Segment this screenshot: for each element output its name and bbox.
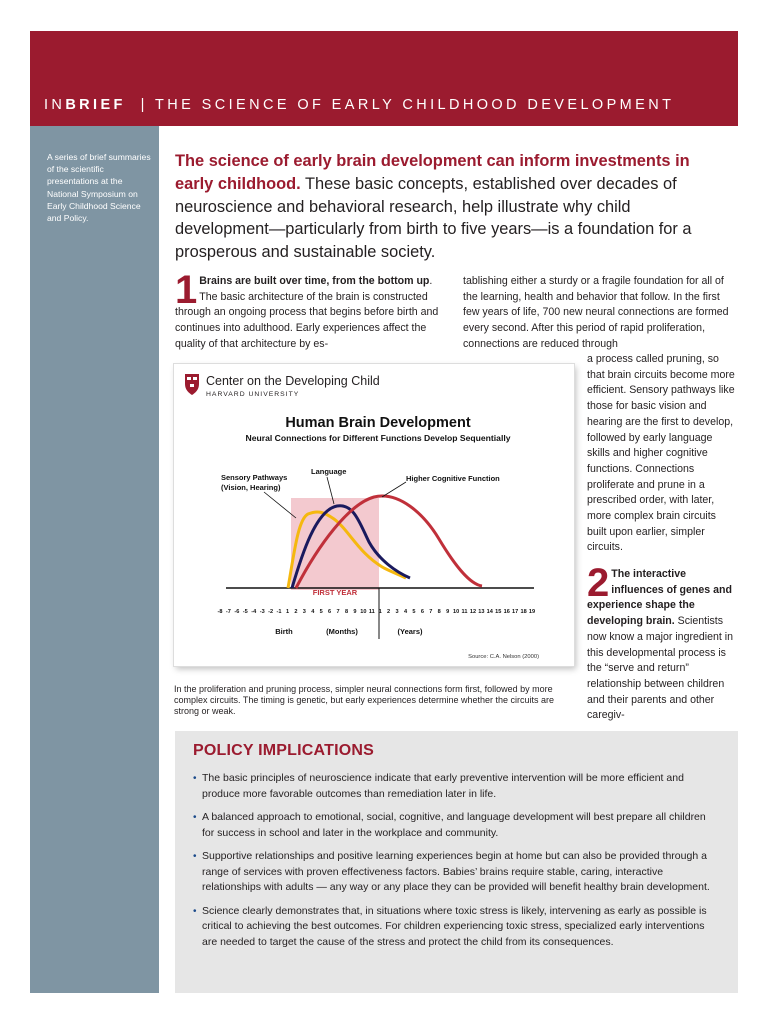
policy-item-text: A balanced approach to emotional, social, cognitive, and language development will best prepare all children for success in school and later in the workplace and community.: [202, 811, 706, 839]
x-tick-label: 5: [319, 609, 323, 615]
series-title: | THE SCIENCE OF EARLY CHILDHOOD DEVELOPMENT: [140, 97, 675, 113]
brand-brief: BRIEF: [65, 97, 126, 113]
header-title: [44, 97, 674, 113]
chart-subtitle: Neural Connections for Different Functions Develop Sequentially: [245, 433, 511, 443]
section-1-continued-narrow: a process called pruning, so that brain circuits become more efficient. Sensory pathways like those for basic vision and hearing are the first to develop, followed by early language skills and higher cognitive functions. Connections proliferate and prune in a prescribed order, with later, more complex brain circuits built upon earlier, simpler circuits.: [587, 353, 735, 554]
university-name: HARVARD UNIVERSITY: [206, 391, 300, 398]
section-1-continued: tablishing either a sturdy or a fragile foundation for all of the learning, health and behavior that follow. In the first few years of life, 700 new neural connections are formed every second. After this period of rapid proliferation, connections are reduced through: [463, 275, 729, 350]
first-year-label: FIRST YEAR: [312, 588, 358, 597]
x-tick-label: 16: [503, 609, 510, 615]
label-sensory-1: Sensory Pathways: [221, 473, 288, 482]
x-tick-label: -7: [225, 609, 231, 615]
x-tick-label: 14: [486, 609, 493, 615]
policy-item: [193, 849, 713, 896]
policy-item-text: Supportive relationships and positive learning experiences begin at home but can also be provided through a range of services with proven effectiveness factors. Babies’ brains require stable, caring, interactive relationships with adults — any way or any place they can be provided will benefit healthy brain development.: [202, 850, 710, 893]
x-tick-label: 9: [353, 609, 357, 615]
x-tick-label: 11: [461, 609, 468, 615]
x-tick-label: 1: [285, 609, 290, 615]
sidebar-description: A series of brief summaries of the scientific presentations at the National Symposium on Early Childhood Science and Policy.: [47, 152, 151, 224]
x-tick-label: 19: [528, 609, 536, 615]
pointer-higher-cognitive: [382, 482, 406, 497]
x-tick-label: 8: [344, 609, 349, 615]
x-tick-label: 3: [395, 609, 399, 615]
x-tick-label: 4: [311, 609, 315, 615]
harvard-shield-icon: [185, 374, 199, 395]
x-tick-label: 15: [495, 609, 502, 615]
x-tick-label: 11: [368, 609, 375, 615]
x-tick-label: 4: [403, 609, 408, 615]
x-tick-label: -4: [251, 609, 257, 615]
org-name: Center on the Developing Child: [206, 374, 380, 388]
x-tick-label: 13: [478, 609, 485, 615]
label-higher-cognitive: Higher Cognitive Function: [406, 474, 500, 483]
brain-development-chart: [174, 364, 574, 666]
policy-item-text: Science clearly demonstrates that, in situations where toxic stress is likely, intervening as early as possible is critical to achieving the best outcomes. For children experiencing toxic stress, specialized early interventions are needed to target the cause of the stress and protect the child from its consequences.: [202, 904, 707, 948]
policy-item: [193, 904, 713, 951]
months-label: (Months): [326, 627, 358, 636]
section-2-heading: The interactive influences of genes and experience shape the developing brain.: [587, 568, 732, 628]
section-1-body: . The basic architecture of the brain is constructed through an ongoing process that begins before birth and continues into adulthood. Early experiences affect the quality of that architecture by es-: [175, 275, 439, 350]
x-tick-label: 5: [412, 609, 416, 615]
header-band: [30, 31, 738, 126]
bullet-icon: •: [193, 812, 197, 823]
label-language: Language: [311, 467, 347, 476]
x-tick-labels: [218, 609, 536, 615]
chart-title: Human Brain Development: [285, 415, 471, 431]
brand-in: IN: [44, 97, 66, 113]
birth-label: Birth: [275, 627, 293, 636]
section-1-start: [175, 268, 441, 353]
x-tick-label: -5: [242, 609, 248, 615]
policy-item: [193, 771, 713, 802]
x-tick-label: -6: [234, 609, 240, 615]
x-tick-label: -2: [268, 609, 274, 615]
bullet-icon: •: [193, 851, 197, 862]
x-tick-label: -3: [259, 609, 265, 615]
first-year-shade: [291, 498, 379, 590]
policy-item-text: The basic principles of neuroscience indicate that early preventive intervention will be more efficient and produce more favorable outcomes than remediation later in life.: [202, 772, 684, 800]
x-tick-label: 18: [520, 609, 527, 615]
policy-implications-box: [175, 731, 738, 993]
policy-list: [193, 771, 713, 958]
x-tick-label: -1: [276, 609, 282, 615]
x-tick-label: 10: [360, 609, 367, 615]
x-tick-label: 7: [336, 609, 340, 615]
x-tick-label: 2: [387, 609, 391, 615]
lede-bold: The science of early brain development can inform investments in early childhood.: [175, 152, 690, 193]
section-1-number: 1: [175, 268, 198, 312]
x-tick-label: 9: [446, 609, 450, 615]
bullet-icon: •: [193, 773, 197, 784]
section-2: [587, 561, 738, 724]
x-tick-label: 6: [328, 609, 332, 615]
label-sensory-2: (Vision, Hearing): [221, 483, 281, 492]
brain-development-figure: [174, 364, 574, 666]
x-tick-label: 3: [302, 609, 306, 615]
figure-caption: In the proliferation and pruning process, simpler neural connections form first, followed by more complex circuits. The timing is genetic, but early experiences determine whether the circuits are strong or weak.: [174, 684, 555, 717]
x-tick-label: 17: [511, 609, 519, 615]
section-1-heading: Brains are built over time, from the bottom up: [199, 275, 430, 287]
x-tick-label: 1: [378, 609, 382, 615]
sidebar: [30, 126, 159, 993]
x-tick-label: 12: [469, 609, 477, 615]
x-tick-label: 2: [294, 609, 298, 615]
x-tick-label: 8: [437, 609, 441, 615]
bullet-icon: •: [193, 905, 197, 917]
x-tick-label: 6: [420, 609, 424, 615]
policy-title: POLICY IMPLICATIONS: [193, 742, 374, 759]
section-2-number: 2: [587, 561, 610, 605]
section-2-body: Scientists now know a major ingredient in this developmental process is the “serve and return” relationship between children and their parents and other caregiv-: [587, 615, 734, 722]
policy-item: [193, 810, 713, 841]
lede-paragraph: [175, 150, 715, 264]
x-tick-label: -8: [217, 609, 223, 615]
x-tick-label: 7: [429, 609, 433, 615]
lede-rest: These basic concepts, established over decades of neuroscience and behavioral research, help illustrate why child development—particularly from birth to five years—is a foundation for a prosperous and sustainable society.: [175, 174, 692, 262]
chart-source: Source: C.A. Nelson (2000): [468, 654, 539, 660]
x-tick-label: 10: [452, 609, 460, 615]
years-label: (Years): [397, 627, 423, 636]
